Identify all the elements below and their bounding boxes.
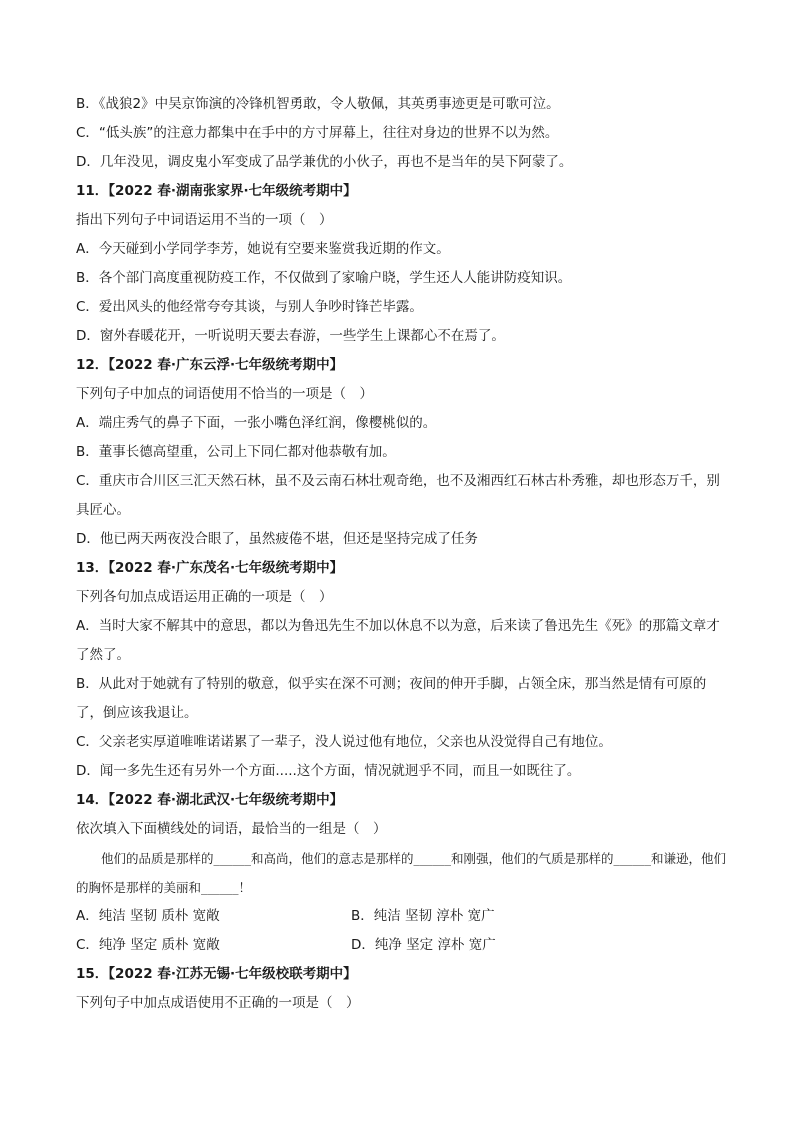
question-11-header [76, 177, 726, 206]
question-14-number: 14． [76, 792, 109, 808]
question-11-option-b: B．各个部门高度重视防疫工作，不仅做到了家喻户晓，学生还人人能讲防疫知识。 [76, 270, 572, 286]
question-14-options-row-2 [76, 931, 726, 960]
question-15-number: 15． [76, 966, 109, 982]
option-d-prev: D．几年没见，调皮鬼小军变成了品学兼优的小伙子，再也不是当年的吴下阿蒙了。 [76, 154, 573, 170]
document-page [76, 90, 726, 1018]
question-14-passage: 他们的品质是那样的______和高尚，他们的意志是那样的______和刚强，他们的气质是那样的______和谦逊，他们的胸怀是那样的美丽和______！ [76, 851, 727, 895]
question-15-source: 【2022 春·江苏无锡·七年级校联考期中】 [108, 966, 357, 982]
question-12-option-b: B．董事长德高望重，公司上下同仁都对他恭敬有加。 [76, 444, 396, 460]
question-14-options-row-1 [76, 902, 726, 931]
question-13-number: 13． [76, 560, 109, 576]
question-14-option-c: C．纯净 坚定 质朴 宽敞 [76, 937, 220, 953]
question-13-option-c: C．父亲老实厚道唯唯诺诺累了一辈子，没人说过他有地位，父亲也从没觉得自己有地位。 [76, 734, 612, 750]
question-11-option-d: D．窗外春暖花开，一听说明天要去春游，一些学生上课都心不在焉了。 [76, 328, 505, 344]
question-11-option-a: A．今天碰到小学同学李芳，她说有空要来鉴赏我近期的作文。 [76, 241, 450, 257]
question-12-header [76, 351, 726, 380]
question-12-source: 【2022 春·广东云浮·七年级统考期中】 [108, 357, 344, 373]
question-11-source: 【2022 春·湖南张家界·七年级统考期中】 [108, 183, 357, 199]
question-14-stem: 依次填入下面横线处的词语，最恰当的一组是（ ） [76, 821, 387, 837]
question-13-option-d: D．闻一多先生还有另外一个方面.....这个方面，情况就迥乎不同，而且一如既往了。 [76, 763, 581, 779]
question-12-number: 12． [76, 357, 109, 373]
question-14-option-a: A．纯洁 坚韧 质朴 宽敞 [76, 908, 220, 924]
question-14-source: 【2022 春·湖北武汉·七年级统考期中】 [108, 792, 344, 808]
question-11-stem: 指出下列句子中词语运用不当的一项（ ） [76, 212, 333, 228]
question-14-option-d: D．纯净 坚定 淳朴 宽广 [351, 937, 496, 953]
question-13-source: 【2022 春·广东茂名·七年级统考期中】 [108, 560, 344, 576]
option-c-prev: C．“低头族”的注意力都集中在手中的方寸屏幕上，往往对身边的世界不以为然。 [76, 125, 559, 141]
question-13-option-b: B．从此对于她就有了特别的敬意，似乎实在深不可测；夜间的伸开手脚，占领全床，那当然是情有可原的了，倒应该我退让。 [76, 676, 707, 721]
question-15-header [76, 960, 726, 989]
question-13-stem: 下列各句加点成语运用正确的一项是（ ） [76, 589, 333, 605]
question-12-option-d: D．他已两天两夜没合眼了，虽然疲倦不堪，但还是坚持完成了任务 [76, 531, 478, 547]
question-12-option-a: A．端庄秀气的鼻子下面，一张小嘴色泽红润，像樱桃似的。 [76, 415, 437, 431]
question-14-header [76, 786, 726, 815]
question-12-stem: 下列句子中加点的词语使用不恰当的一项是（ ） [76, 386, 373, 402]
question-14-option-b: B．纯洁 坚韧 淳朴 宽广 [351, 908, 495, 924]
question-13-header [76, 554, 726, 583]
option-b-prev: B．《战狼2》中吴京饰演的冷锋机智勇敢，令人敬佩，其英勇事迹更是可歌可泣。 [76, 96, 560, 112]
question-15-stem: 下列句子中加点成语使用不正确的一项是（ ） [76, 995, 360, 1011]
question-13-option-a: A．当时大家不解其中的意思，都以为鲁迅先生不加以休息不以为意，后来读了鲁迅先生《死》的那篇文章才了然了。 [76, 618, 720, 663]
question-12-option-c: C．重庆市合川区三汇天然石林，虽不及云南石林壮观奇绝，也不及湘西红石林古朴秀雅，却也形态万千，别具匠心。 [76, 473, 720, 518]
question-11-option-c: C．爱出风头的他经常夸夸其谈，与别人争吵时锋芒毕露。 [76, 299, 423, 315]
question-11-number: 11． [76, 183, 109, 199]
